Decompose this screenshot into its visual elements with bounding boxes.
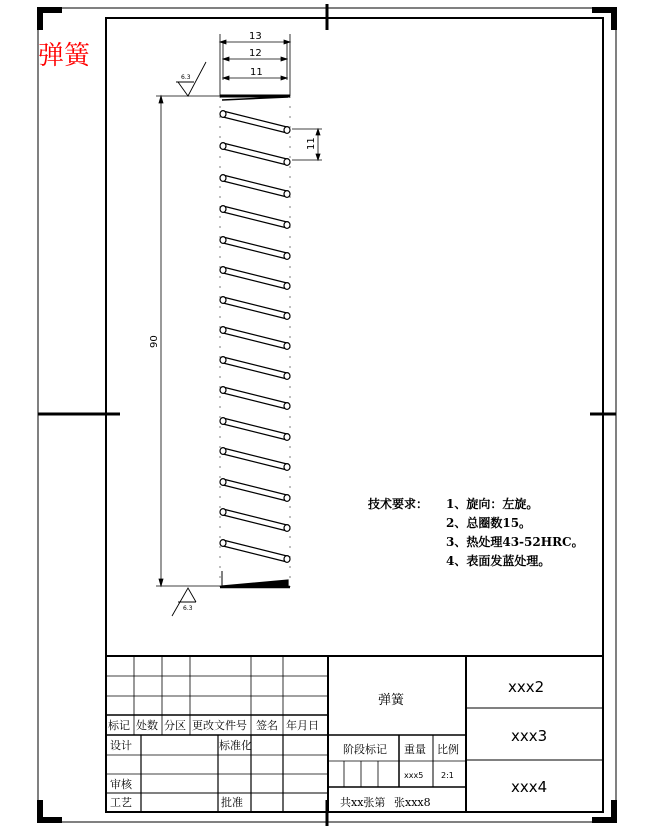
spring-coil <box>220 509 290 532</box>
tb-header-count: 处数 <box>136 719 158 732</box>
spring-coil <box>220 111 290 134</box>
dim-outer-width: 13 <box>249 31 262 42</box>
tech-item-1: 1、旋向：左旋。 <box>446 497 539 511</box>
spring-coil <box>220 448 290 471</box>
dim-pitch: 11 <box>306 137 317 150</box>
tb-part-name: 弹簧 <box>378 693 405 708</box>
tb-header-change-doc: 更改文件号 <box>192 719 247 732</box>
tb-weight: 重量 <box>404 743 426 756</box>
dim-free-length: 90 <box>149 335 160 348</box>
tb-scale: 比例 <box>437 743 459 756</box>
spring-coil <box>220 206 290 229</box>
spring-coil <box>220 143 290 166</box>
tech-item-2: 2、总圈数15。 <box>446 516 532 530</box>
width-dimensions <box>220 34 290 96</box>
roughness-value-bottom: 6.3 <box>183 605 193 612</box>
dim-inner-width: 11 <box>250 67 263 78</box>
spring-coil <box>220 327 290 350</box>
tb-scale-value: 2:1 <box>441 771 454 780</box>
tech-item-4: 4、表面发蓝处理。 <box>446 554 551 568</box>
spring-coil <box>220 479 290 502</box>
tech-requirements <box>367 496 584 568</box>
tech-heading: 技术要求： <box>368 497 429 511</box>
tb-sheet-number: 张xxx8 <box>394 796 431 809</box>
spring-coil <box>220 237 290 260</box>
tb-header-date: 年月日 <box>286 719 319 732</box>
tb-design: 设计 <box>110 739 132 752</box>
spring-coil <box>220 387 290 410</box>
tb-standardize: 标准化 <box>219 739 252 752</box>
spring-end-bottom <box>222 580 288 586</box>
tb-header-signature: 签名 <box>256 719 278 732</box>
spring-coil <box>220 175 290 198</box>
tb-code-3: xxx4 <box>511 778 548 796</box>
tb-header-zone: 分区 <box>164 719 186 732</box>
tb-header-mark: 标记 <box>108 719 130 732</box>
tb-code-2: xxx3 <box>511 727 548 745</box>
tb-review: 审核 <box>110 778 132 791</box>
tb-sheet-total: 共xx张第 <box>340 796 386 809</box>
spring-coil <box>220 297 290 320</box>
tb-approve: 批准 <box>221 796 243 809</box>
tb-code-1: xxx2 <box>508 678 545 696</box>
tb-process: 工艺 <box>110 796 132 809</box>
length-dimension <box>156 96 222 586</box>
spring-coil <box>220 357 290 380</box>
tech-item-3: 3、热处理43-52HRC。 <box>446 535 584 549</box>
drawing-title: 弹簧 <box>38 41 91 71</box>
spring-coil <box>220 418 290 441</box>
spring-coil <box>220 540 290 563</box>
dim-mid-width: 12 <box>249 48 262 59</box>
spring-drawing <box>220 96 290 587</box>
tb-weight-value: xxx5 <box>404 771 424 780</box>
roughness-value-top: 6.3 <box>181 74 191 81</box>
spring-coil <box>220 267 290 290</box>
tb-stage-mark: 阶段标记 <box>343 743 387 756</box>
